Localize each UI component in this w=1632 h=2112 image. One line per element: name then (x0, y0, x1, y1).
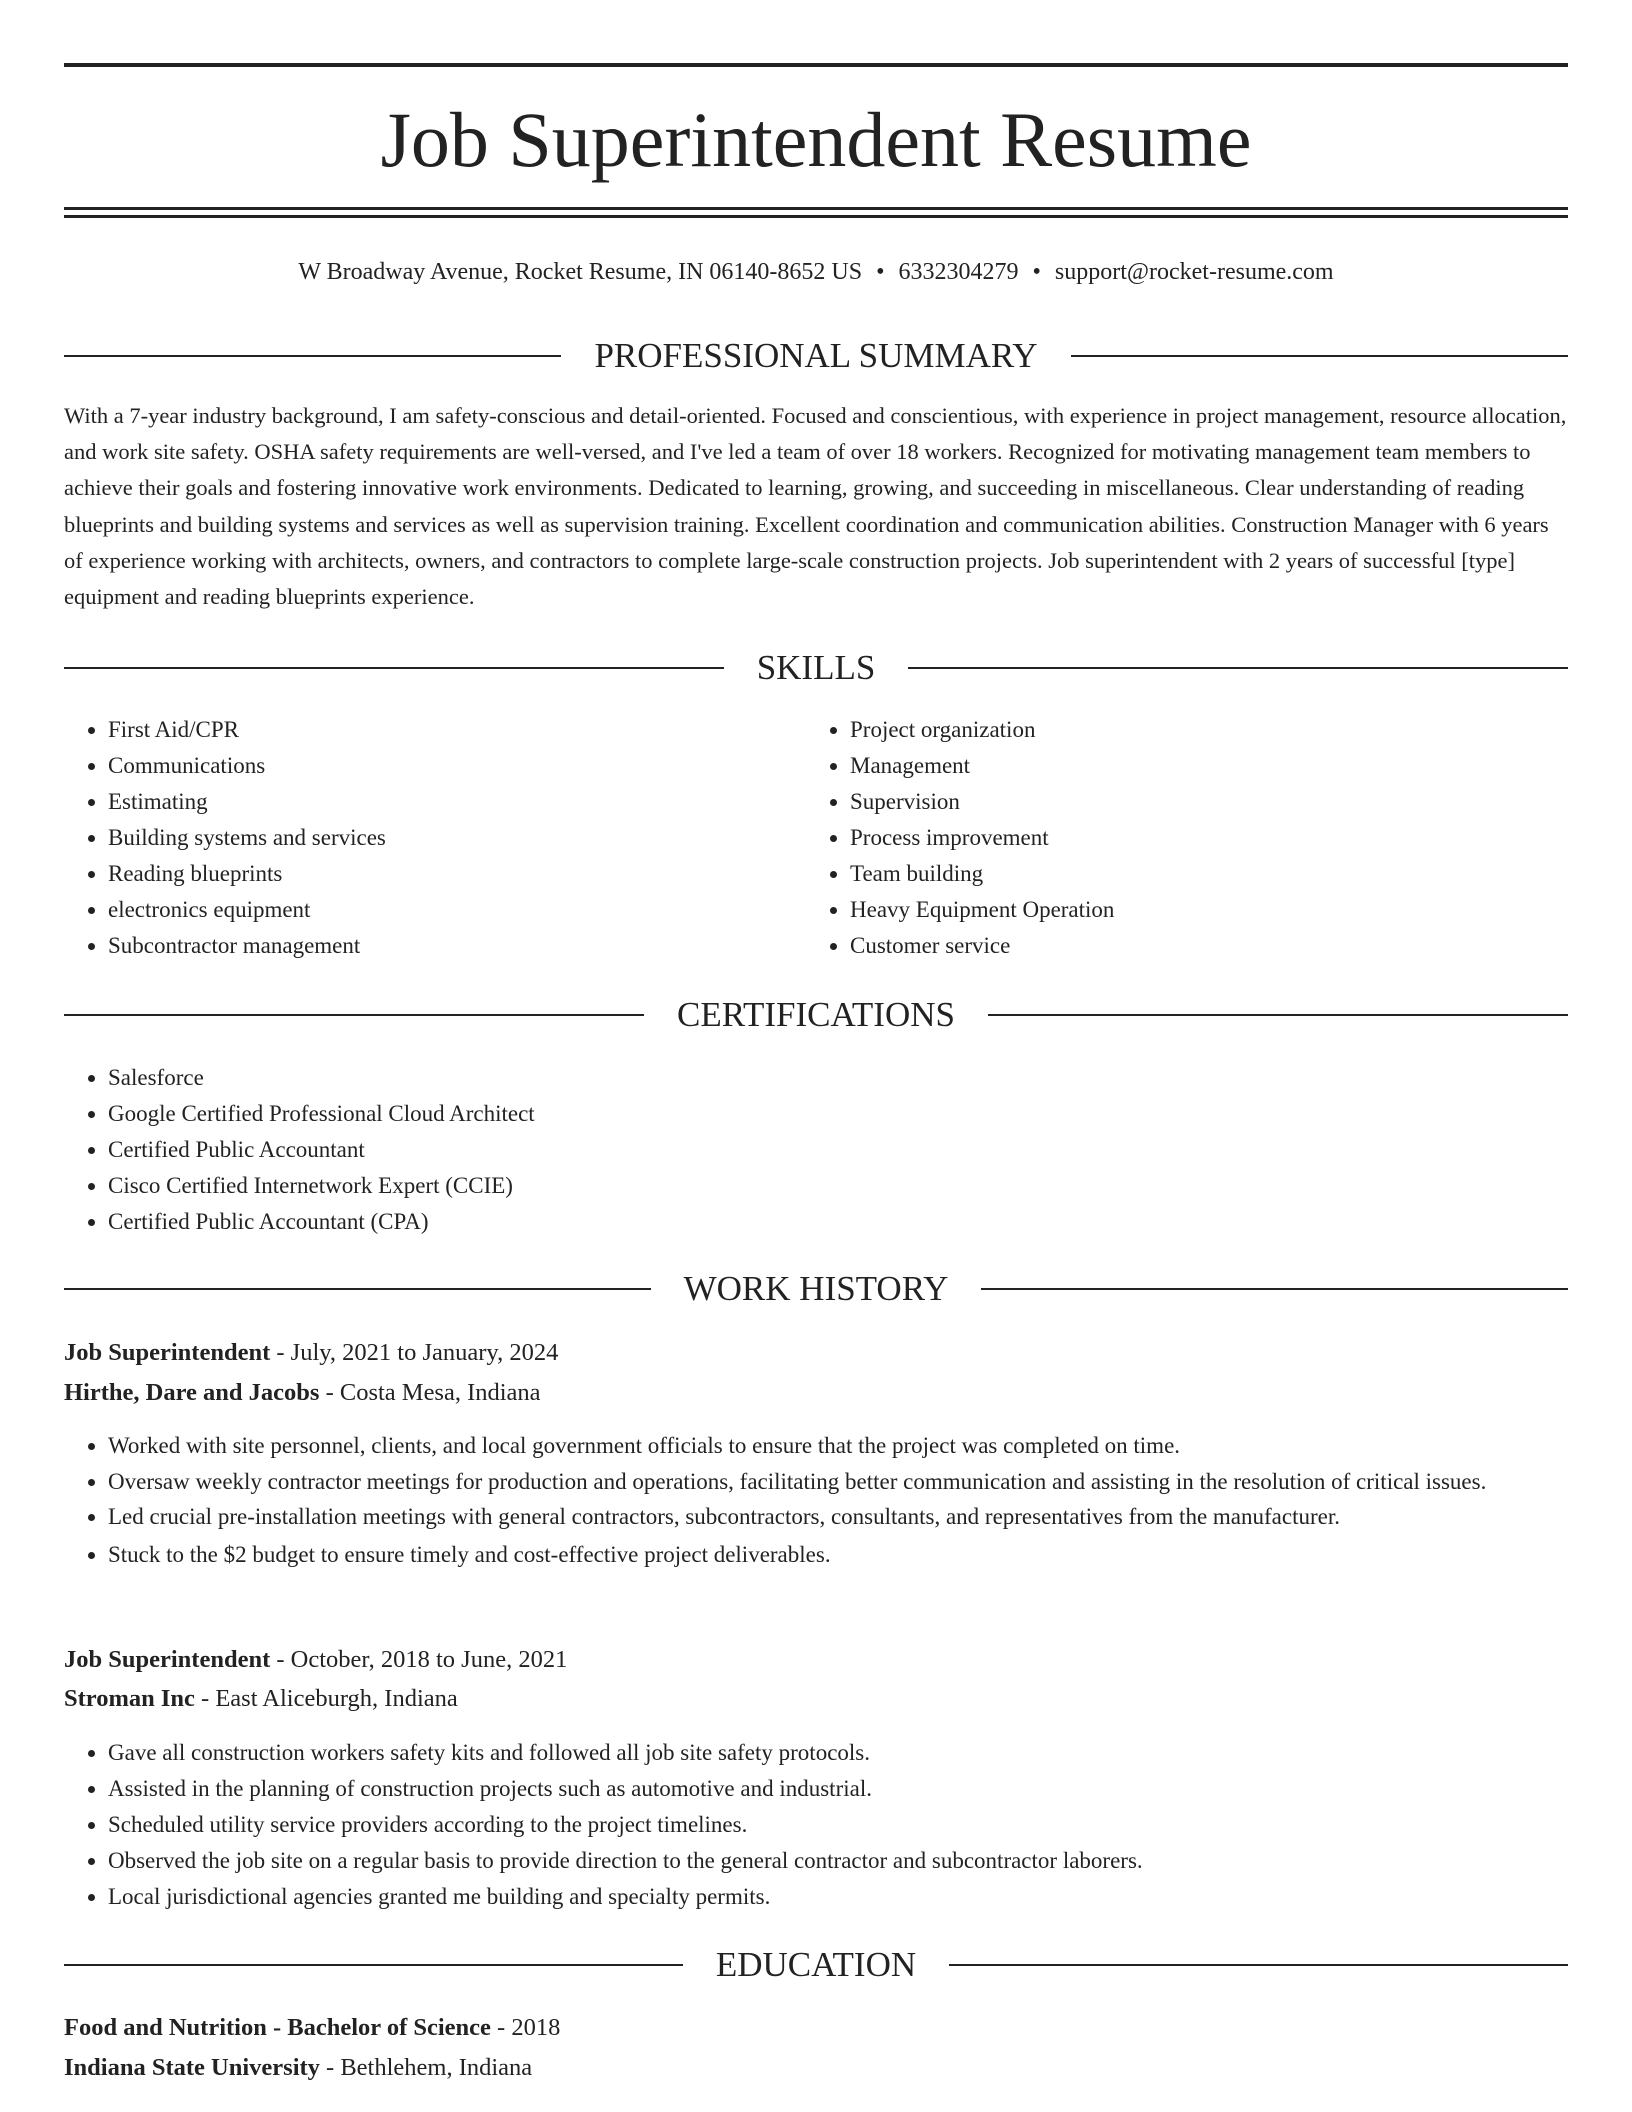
contact-email: support@rocket-resume.com (1054, 259, 1334, 285)
education-location: - Bethlehem, Indiana (319, 2054, 533, 2081)
list-item: • Estimating (108, 784, 804, 820)
list-item: • Heavy Equipment Operation (850, 892, 1546, 928)
section-title: PROFESSIONAL SUMMARY (594, 336, 1038, 375)
list-item: • Supervision (850, 784, 1546, 820)
contact-line (64, 254, 1568, 290)
heading-rule (64, 1014, 644, 1016)
contact-separator: • (876, 259, 885, 285)
job-bullets (64, 1428, 1568, 1573)
list-item: • Reading blueprints (108, 856, 804, 892)
list-item: • Customer service (850, 928, 1546, 964)
section-heading-education (64, 1945, 1568, 1985)
section-heading-summary (64, 336, 1568, 376)
skills-column-right (806, 712, 1546, 964)
list-item: • Subcontractor management (108, 928, 804, 964)
education-year: - 2018 (490, 2014, 561, 2041)
job-location: - East Aliceburgh, Indiana (194, 1685, 458, 1712)
heading-rule (64, 667, 724, 669)
skills-column-left (64, 712, 804, 964)
certifications-list (64, 1060, 1568, 1240)
contact-phone: 6332304279 (898, 259, 1019, 285)
section-heading-certifications (64, 995, 1568, 1035)
job-dates: - October, 2018 to June, 2021 (270, 1646, 568, 1673)
top-rule (64, 63, 1568, 67)
list-item: • Oversaw weekly contractor meetings for production and operations, facilitating better communication and assisting in the resolution of critical issues. (108, 1464, 1568, 1499)
section-title: CERTIFICATIONS (677, 995, 955, 1034)
contact-separator: • (1032, 259, 1041, 285)
list-item: • Certified Public Accountant (108, 1132, 1568, 1168)
section-heading-skills (64, 648, 1568, 688)
list-item: • Project organization (850, 712, 1546, 748)
list-item: • Communications (108, 748, 804, 784)
list-item: • Building systems and services (108, 820, 804, 856)
list-item: • Google Certified Professional Cloud Architect (108, 1096, 1568, 1132)
job-title-line (64, 1335, 1568, 1371)
education-school-line (64, 2050, 1568, 2086)
job-company: Stroman Inc (64, 1685, 195, 1712)
job-dates: - July, 2021 to January, 2024 (270, 1339, 559, 1366)
list-item: • Scheduled utility service providers according to the project timelines. (108, 1807, 1568, 1843)
resume-title: Job Superintendent Resume (380, 96, 1252, 183)
job-location: - Costa Mesa, Indiana (319, 1379, 541, 1406)
list-item: • electronics equipment (108, 892, 804, 928)
section-title: WORK HISTORY (683, 1269, 949, 1308)
list-item: • Assisted in the planning of construction projects such as automotive and industrial. (108, 1771, 1568, 1807)
heading-rule (908, 667, 1568, 669)
job-title-line (64, 1642, 1568, 1678)
list-item: • Stuck to the $2 budget to ensure timely and cost-effective project deliverables. (108, 1537, 1568, 1573)
heading-rule (988, 1014, 1568, 1016)
list-item: • Worked with site personnel, clients, and local government officials to ensure that the project was completed on time. (108, 1428, 1568, 1464)
summary-paragraph: With a 7-year industry background, I am safety-conscious and detail-oriented. Focused and conscientious, with experience in project management, resource allocation, and work site safety. OSHA safety requirements are well-versed, and I've led a team of over 18 workers. Recognized for motivating management team members to achieve their goals and fostering innovative work environments. Dedicated to learning, growing, and succeeding in miscellaneous. Clear understanding of reading blueprints and building systems and services as well as supervision training. Excellent coordination and communication abilities. Construction Manager with 6 years of experience working with architects, owners, and contractors to complete large-scale construction projects. Job superintendent with 2 years of successful [type] equipment and reading blueprints experience. (64, 403, 1567, 610)
education-degree: Food and Nutrition - Bachelor of Science (64, 2014, 491, 2041)
list-item: • Local jurisdictional agencies granted me building and specialty permits. (108, 1879, 1568, 1915)
title-rule-upper (64, 207, 1568, 210)
list-item: • Observed the job site on a regular basis to provide direction to the general contractor and subcontractor laborers. (108, 1843, 1568, 1879)
heading-rule (981, 1288, 1568, 1290)
heading-rule (64, 1288, 651, 1290)
list-item: • First Aid/CPR (108, 712, 804, 748)
heading-rule (64, 355, 561, 357)
list-item: • Management (850, 748, 1546, 784)
education-school: Indiana State University (64, 2054, 320, 2081)
list-item: • Led crucial pre-installation meetings with general contractors, subcontractors, consultants, and representatives from the manufacturer. (108, 1499, 1568, 1535)
heading-rule (949, 1964, 1568, 1966)
list-item: • Process improvement (850, 820, 1546, 856)
job-title: Job Superintendent (64, 1646, 271, 1673)
job-company-line (64, 1681, 1568, 1717)
title-rule-lower (64, 215, 1568, 218)
contact-address: W Broadway Avenue, Rocket Resume, IN 06140-8652 US (298, 259, 863, 285)
job-bullets (64, 1735, 1568, 1915)
list-item: • Certified Public Accountant (CPA) (108, 1204, 1568, 1240)
section-title: EDUCATION (715, 1945, 917, 1984)
section-heading-work-history (64, 1269, 1568, 1309)
education-degree-line (64, 2010, 1568, 2046)
heading-rule (1071, 355, 1568, 357)
list-item: • Gave all construction workers safety kits and followed all job site safety protocols. (108, 1735, 1568, 1771)
job-company: Hirthe, Dare and Jacobs (64, 1379, 320, 1406)
list-item: • Team building (850, 856, 1546, 892)
heading-rule (64, 1964, 683, 1966)
job-title: Job Superintendent (64, 1339, 271, 1366)
list-item: • Salesforce (108, 1060, 1568, 1096)
list-item: • Cisco Certified Internetwork Expert (CCIE) (108, 1168, 1568, 1204)
section-title: SKILLS (756, 648, 876, 687)
job-company-line (64, 1375, 1568, 1411)
